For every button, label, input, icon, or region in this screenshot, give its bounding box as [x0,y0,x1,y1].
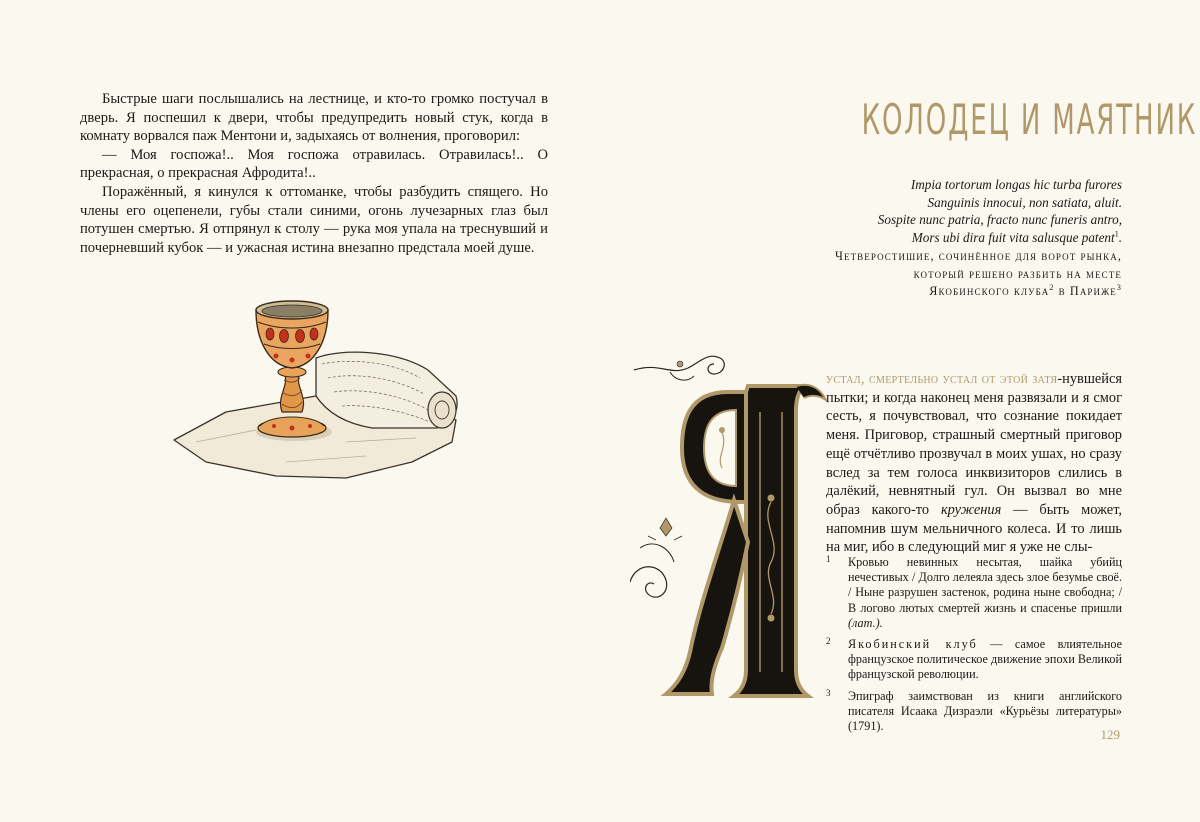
epigraph-line-4: Mors ubi dira fuit vita salusque patent$^1$. [911,229,1122,245]
footnote-ref-3[interactable]: 3 [1116,282,1122,292]
footnote-number: 1 [826,554,831,564]
footnote-tail: (лат.). [848,615,883,630]
chapter-opening-text [826,370,1122,557]
footnote-text: Кровью невинных несытая, шайка убийц нечестивых / Долго лелеяла здесь злое безумье своё. / Ныне разрушен застенок, родина ныне свободна; / В логово лютых смертей жизнь и спасенье пришли [848,555,1122,615]
paragraph-3: Поражённый, я кинулся к оттоманке, чтобы разбудить спящего. Но члены его оцепенели, губы стали синими, огонь лучезарных глаз был потушен смертью. Я отпрянул к столу — рука моя упала на треснувший и почерневший кубок — и ужасная истина внезапно предстала моей душе. [80,183,548,256]
footnote-text: Эпиграф заимствован из книги английского писателя Исаака Дизраэли «Курьёзы литературы» (1791). [848,688,1122,734]
epigraph-line-2: Sanguinis innocui, non satiata, aluit. [927,194,1122,210]
footnote-ref-1[interactable]: 1 [1114,229,1119,239]
footnote-1 [826,555,1122,631]
paragraph-2: — Моя госпожа!.. Моя госпожа отравилась. Отравилась!.. О прекрасная, о прекрасная Афродита!.. [80,146,548,182]
goblet-and-scroll-illustration [166,292,466,492]
footnote-2 [826,637,1122,683]
footnote-number: 3 [826,687,831,698]
epigraph-line-3: Sospite nunc patria, fracto nunc funeris antro, [877,212,1122,227]
footnote-number: 2 [826,636,831,647]
page-number: 129 [1100,727,1120,742]
paragraph-1: Быстрые шаги послышались на лестнице, и кто-то громко постучал в дверь. Я поспешил к двери, чтобы предупредить новый стук, когда в комнату ворвался паж Ментони и, задыхаясь от волнения, проговорил: [80,91,548,145]
footnote-term: Якобинский клуб [848,637,978,652]
source-line-3 [722,283,1122,301]
footnote-text: — самое влиятельное французское политическое движение эпохи Великой французской революции. [848,637,1122,682]
footnote-3 [826,689,1122,735]
source-line-1: Четверостишие, сочинённое для ворот рынка, [834,249,1122,263]
ornamental-drop-cap [630,352,830,712]
body-text-italic: кружения [940,501,1002,518]
epigraph [762,176,1122,246]
left-body-text [80,90,548,257]
opening-paragraph: устал, смертельно устал от этой затя-нувшейся пытки; и когда наконец меня развязали и я смог сесть, я почувствовал, что сознание покидает меня. Приговор, страшный смертный приговор ещё отчётливо прозвучал в моих ушах, но сразу вслед за тем голоса инквизиторов слились в далёкий, невнятный гул. Он вызвал во мне образ какого-то кружения — быть может, напомнив шум мельничного колеса. И то лишь на миг, ибо в следующий миг я уже не слы- [826,371,1122,556]
chapter-title: КОЛОДЕЦ И МАЯТНИК [861,95,1198,144]
epigraph-line-1: Impia tortorum longas hic turba furores [910,177,1122,192]
epigraph-line-4-text: Mors ubi dira fuit vita salusque patent [911,229,1115,245]
epigraph-source [722,248,1122,301]
footnotes [826,555,1122,740]
body-text-a: нувшейся пытки; и когда наконец меня развязали и я смог сесть, я почувствовал, что сознание покидает меня. Приговор, страшный смертный приговор ещё отчётливо прозвучал в моих ушах, но сразу вслед за тем голоса инквизиторов слились в далёкий, невнятный гул. Он вызвал во мне образ какого-то [826,371,1122,518]
footnote-ref-2[interactable]: 2 [1049,282,1055,292]
source-line-2: который решено разбить на месте [913,266,1122,281]
lead-in-text: устал, смертельно устал от этой затя [826,371,1058,387]
source-line-3-a: Якобинского клуба [929,284,1050,298]
source-line-3-b: в Париже [1054,284,1117,298]
body-text-b: — быть может, напомнив шум мельничного колеса. И то лишь на миг, ибо в следующий миг я уже не слы- [826,501,1122,556]
